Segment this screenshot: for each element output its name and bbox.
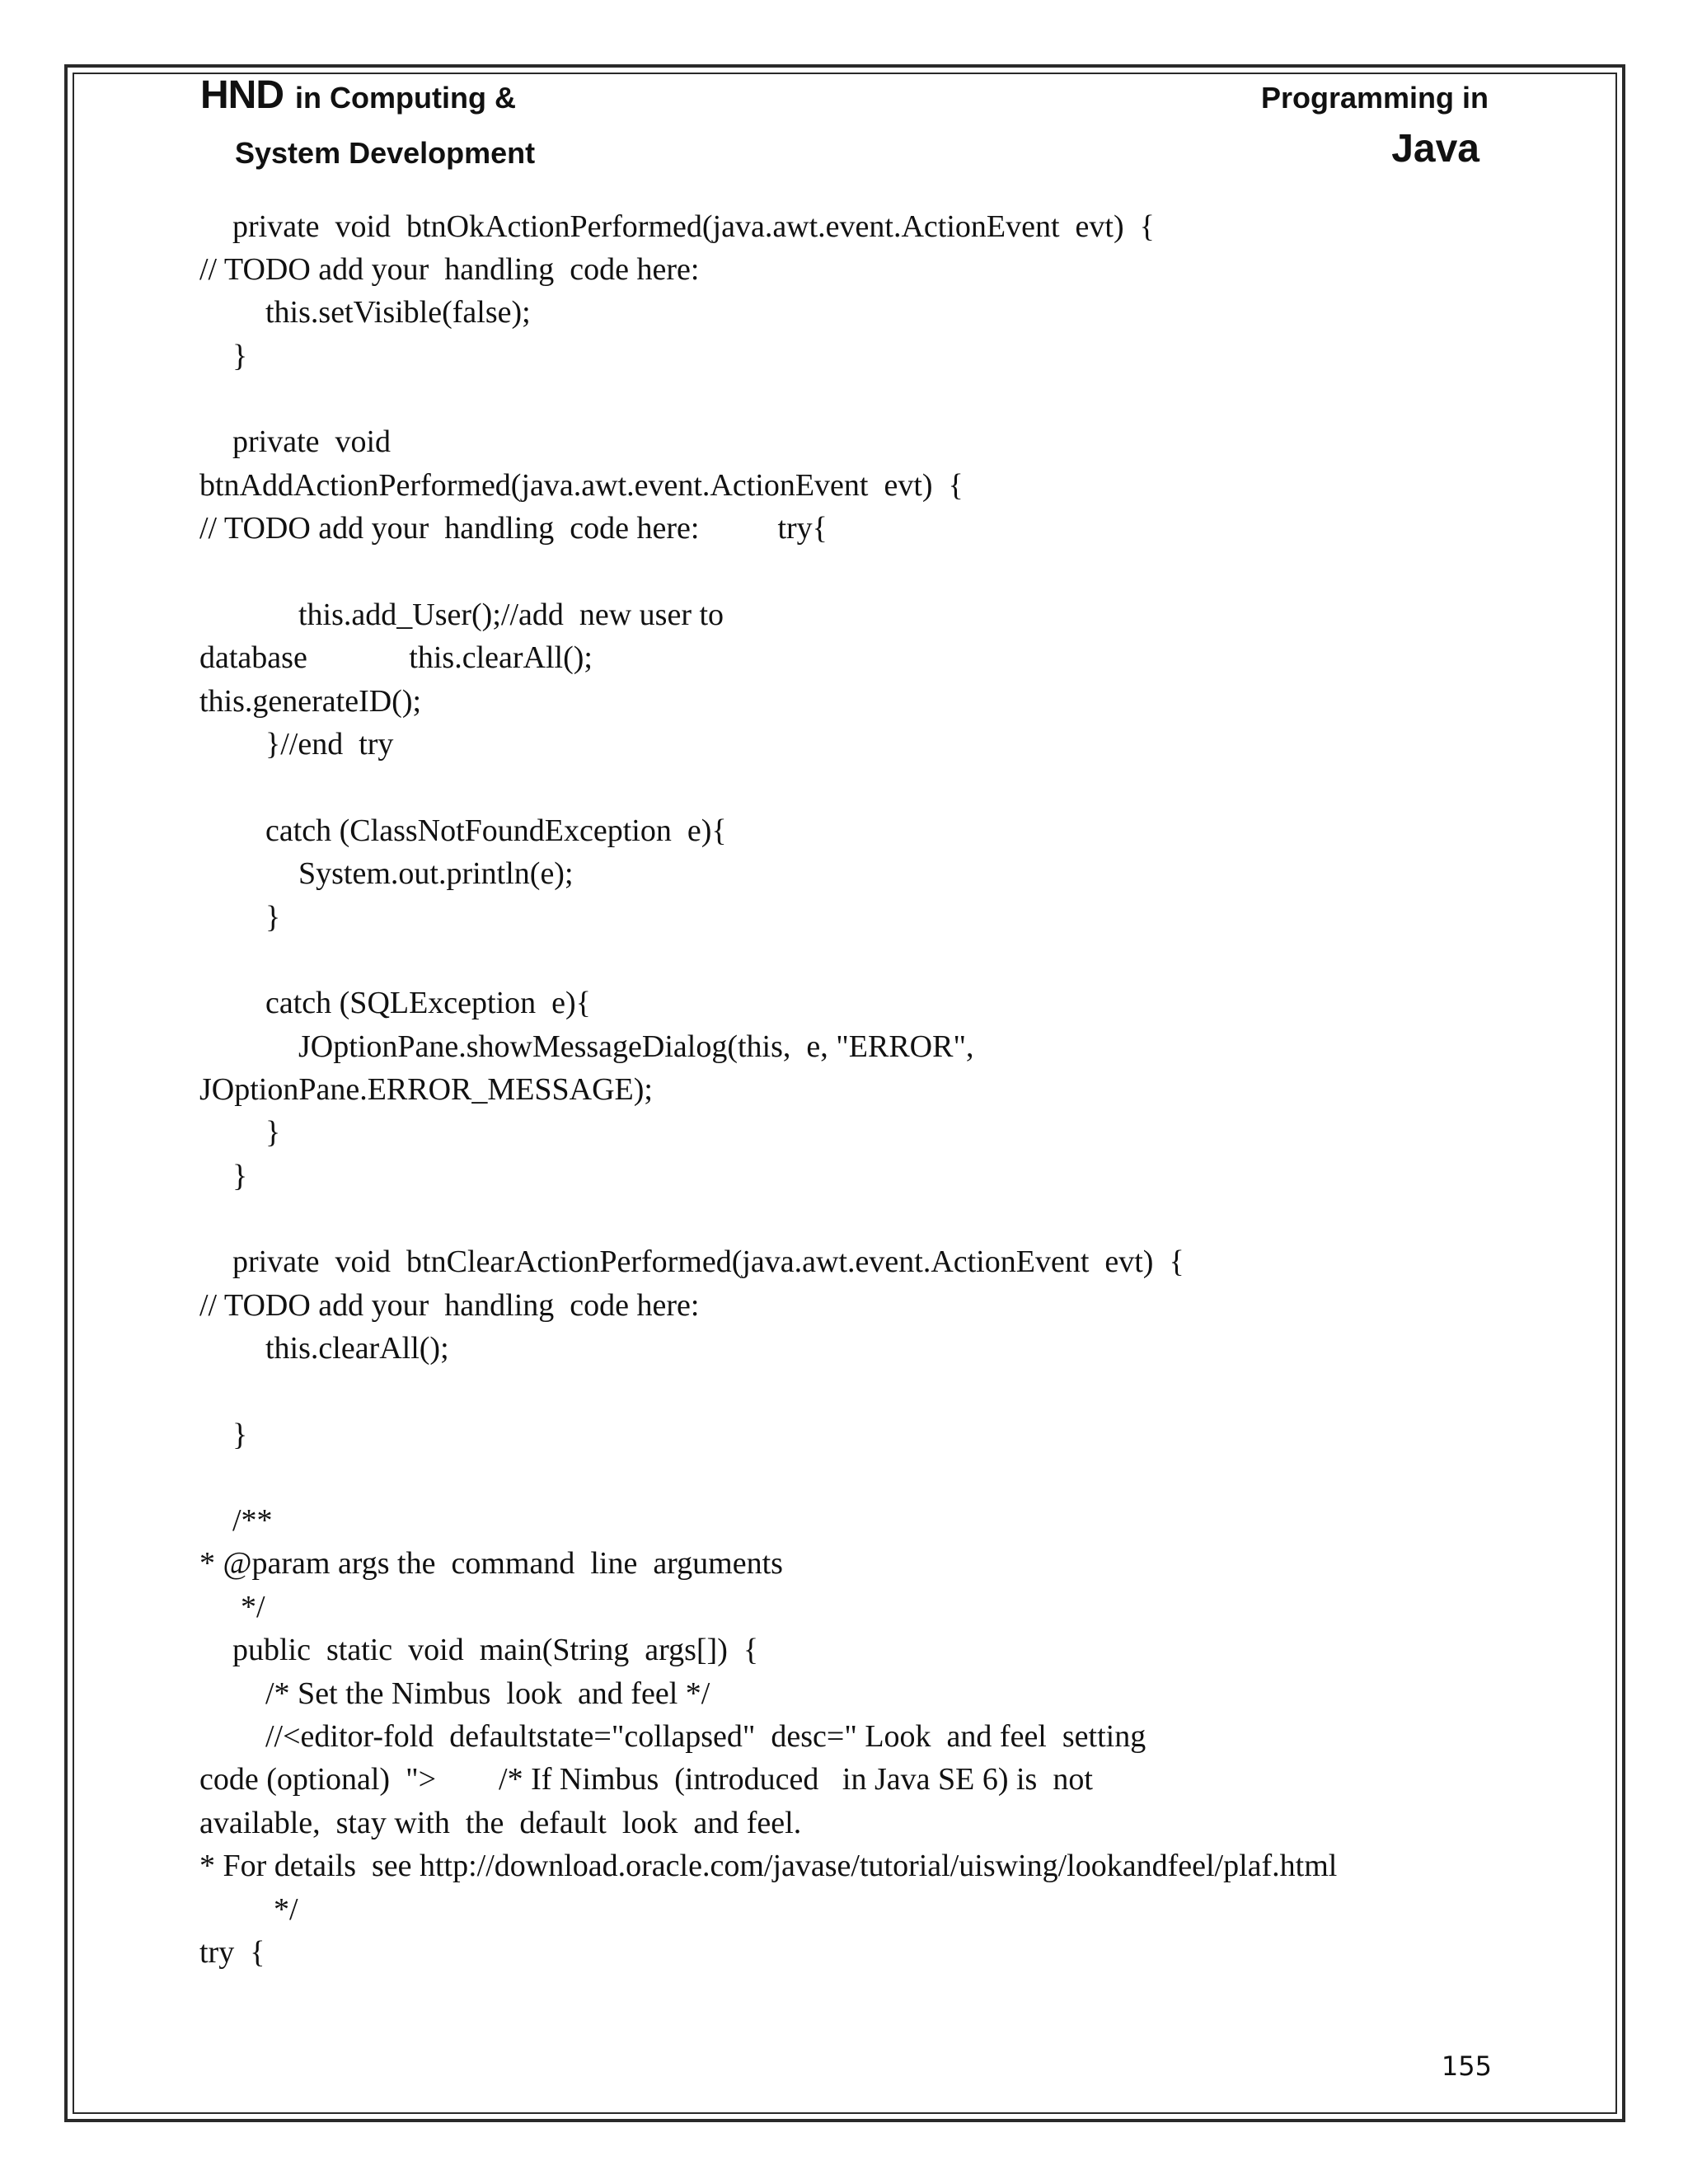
code-line: JOptionPane.ERROR_MESSAGE); [199,1072,653,1107]
code-line: * @param args the command line arguments [199,1546,783,1581]
header-system-development: System Development [235,136,536,170]
code-line: btnAddActionPerformed(java.awt.event.ActionEvent evt) { [199,468,964,503]
code-line: catch (SQLException e){ [265,986,591,1020]
code-line: private void [232,424,392,459]
code-line: private void btnOkActionPerformed(java.awt.event.ActionEvent evt) { [232,209,1155,244]
code-line: // TODO add your handling code here: try{ [199,511,828,546]
code-line: /** [232,1503,273,1538]
code-line: } [265,900,281,935]
header-java: Java [1391,127,1479,171]
code-line: System.out.println(e); [298,856,574,891]
code-line: available, stay with the default look and feel. [199,1806,802,1840]
code-line: database this.clearAll(); [199,640,593,675]
code-line: */ [274,1892,298,1927]
page-number: 155 [1441,2050,1492,2082]
code-line: // TODO add your handling code here: [199,1288,700,1323]
header-programming-in: Programming in [1260,81,1489,115]
code-line: this.generateID(); [199,684,422,719]
code-line: catch (ClassNotFoundException e){ [265,813,727,848]
code-line: } [232,1418,248,1452]
code-line: this.setVisible(false); [265,295,531,330]
code-line: code (optional) "> /* If Nimbus (introduced in Java SE 6) is not [199,1762,1093,1797]
code-line: /* Set the Nimbus look and feel */ [265,1676,710,1711]
code-line: // TODO add your handling code here: [199,252,700,287]
code-line: } [265,1115,281,1150]
code-line: //<editor-fold defaultstate="collapsed" desc=" Look and feel setting [265,1719,1146,1754]
code-line: this.add_User();//add new user to [298,598,724,632]
header-hnd: HND [200,73,284,117]
header-in-computing: in Computing & [295,81,516,115]
code-line: } [232,339,248,373]
code-line: * For details see http://download.oracle.com/javase/tutorial/uiswing/lookandfeel/plaf.html [199,1849,1338,1883]
code-line: this.clearAll(); [265,1331,449,1366]
code-line: JOptionPane.showMessageDialog(this, e, "ERROR", [298,1029,974,1064]
code-line: */ [241,1590,265,1624]
code-line: } [232,1159,248,1193]
header-course-title [200,73,516,118]
code-line: public static void main(String args[]) { [232,1633,759,1667]
code-line: try { [199,1935,265,1970]
code-line: private void btnClearActionPerformed(java.awt.event.ActionEvent evt) { [232,1244,1184,1279]
code-line: }//end try [265,727,394,762]
